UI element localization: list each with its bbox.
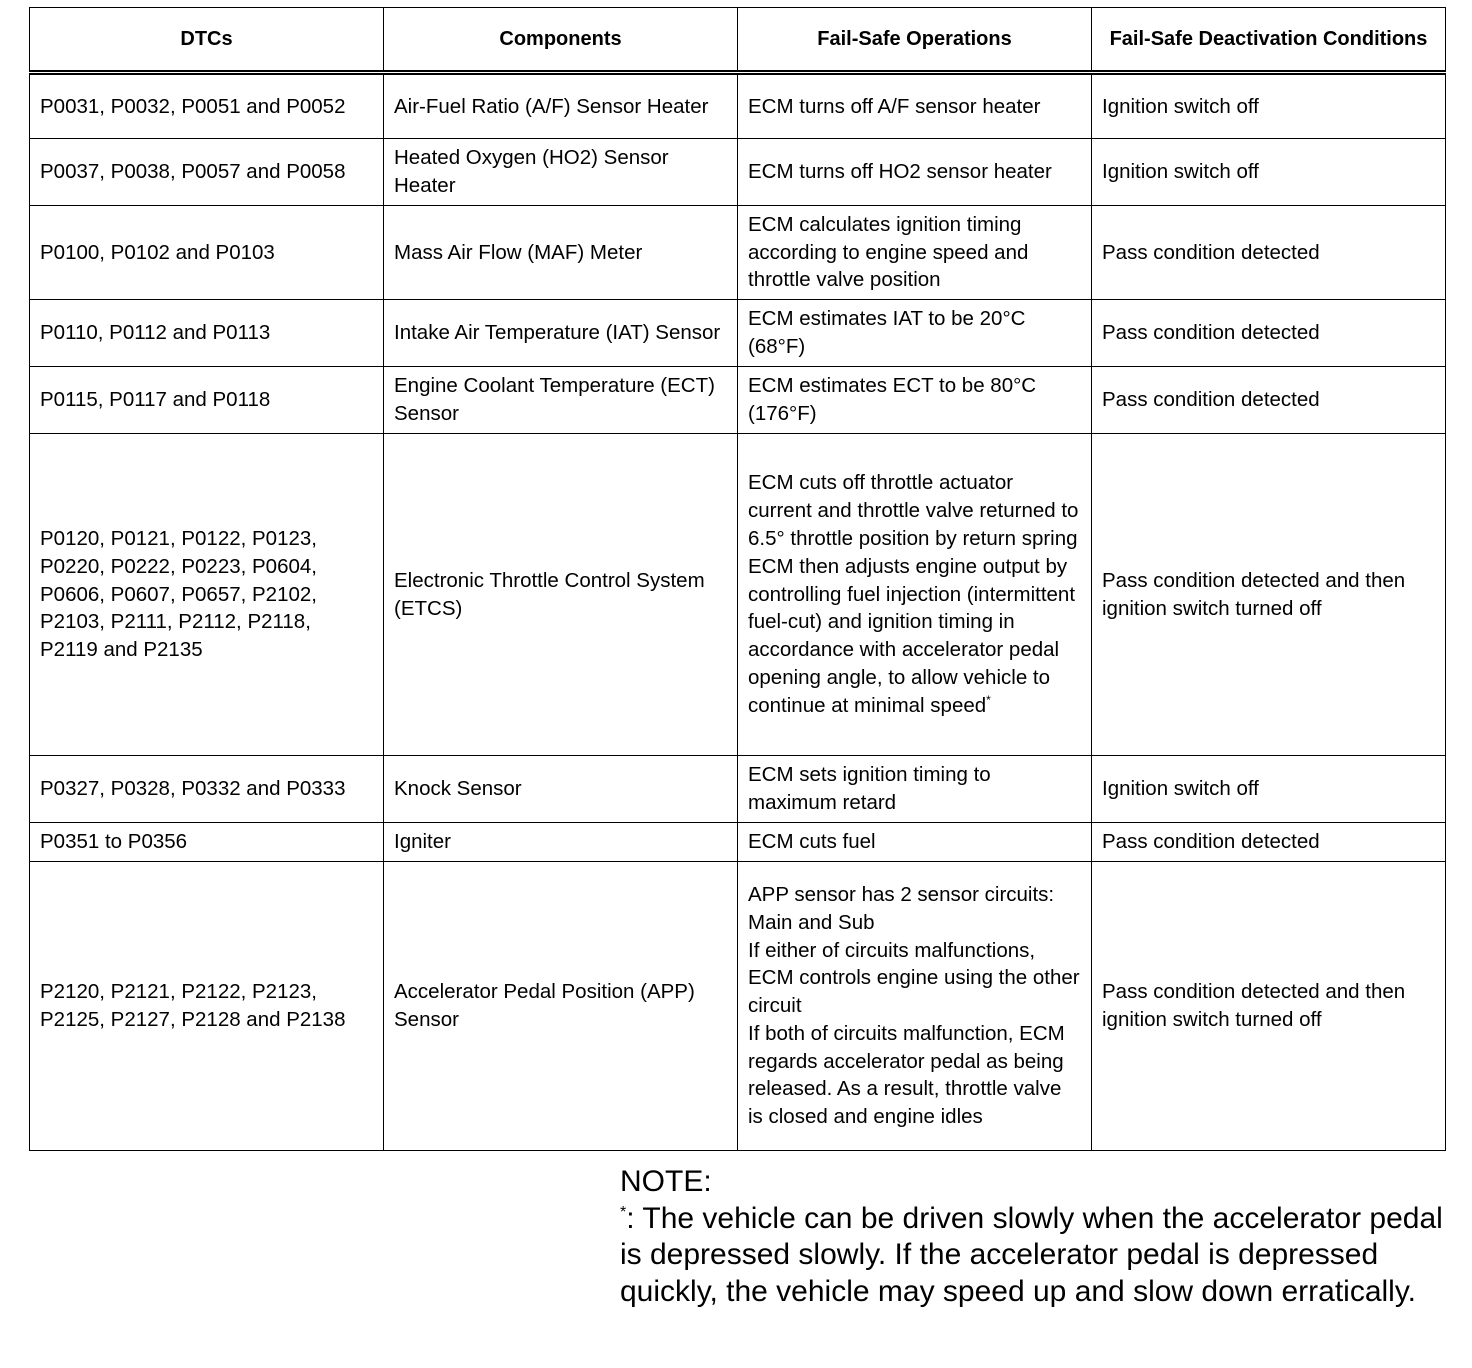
cell-operation: [738, 206, 1092, 300]
cell-dtcs-text: P0327, P0328, P0332 and P0333: [40, 777, 346, 801]
cell-dtcs: [30, 139, 384, 206]
table-row: [30, 206, 1446, 300]
cell-deactivation: [1092, 862, 1446, 1151]
cell-dtcs-text: P2120, P2121, P2122, P2123, P2125, P2127, P2128 and P2138: [40, 980, 346, 1031]
cell-dtcs: [30, 73, 384, 139]
cell-dtcs-text: P0110, P0112 and P0113: [40, 321, 271, 345]
table-row: [30, 756, 1446, 823]
cell-operation-text: ECM estimates ECT to be 80°C (176°F): [748, 374, 1037, 425]
cell-component-text: Mass Air Flow (MAF) Meter: [394, 240, 643, 264]
fail-safe-table: [29, 7, 1446, 1151]
table-body: [30, 73, 1446, 1151]
cell-component: [384, 300, 738, 367]
note-body: [620, 1201, 1460, 1311]
cell-dtcs-text: P0031, P0032, P0051 and P0052: [40, 94, 346, 118]
cell-operation: [738, 756, 1092, 823]
cell-dtcs-text: P0100, P0102 and P0103: [40, 240, 275, 264]
table-row: [30, 823, 1446, 862]
cell-deactivation: [1092, 139, 1446, 206]
cell-component: [384, 862, 738, 1151]
cell-dtcs: [30, 823, 384, 862]
cell-operation: [738, 300, 1092, 367]
cell-dtcs: [30, 756, 384, 823]
cell-component-text: Knock Sensor: [394, 777, 522, 801]
cell-operation-text: ECM then adjusts engine output by controlling fuel injection (intermittent fuel-cut) and ignition timing in accordance with accelerator pedal opening angle, to allow vehicle to continue at minimal speed: [748, 554, 1076, 717]
cell-component-text: Igniter: [394, 830, 451, 854]
cell-operation: [738, 434, 1092, 756]
cell-dtcs: [30, 300, 384, 367]
fail-safe-table-container: [29, 7, 1445, 1151]
note-mark: *: [620, 1203, 627, 1221]
cell-deactivation: [1092, 300, 1446, 367]
cell-deactivation: [1092, 434, 1446, 756]
cell-operation: [738, 862, 1092, 1151]
cell-operation-text: ECM estimates IAT to be 20°C (68°F): [748, 307, 1026, 358]
cell-operation-text: ECM cuts off throttle actuator current and throttle valve returned to 6.5° throttle position by return spring: [748, 471, 1079, 550]
cell-operation-text: ECM turns off A/F sensor heater: [748, 94, 1041, 118]
cell-deactivation: [1092, 73, 1446, 139]
cell-dtcs-text: P0351 to P0356: [40, 830, 188, 854]
cell-component: [384, 823, 738, 862]
footnote: [620, 1164, 1460, 1310]
cell-dtcs-text: P0037, P0038, P0057 and P0058: [40, 160, 346, 184]
cell-dtcs: [30, 206, 384, 300]
table-row: [30, 139, 1446, 206]
cell-component: [384, 73, 738, 139]
cell-component: [384, 367, 738, 434]
header-deactivation-conditions: Fail-Safe Deactivation Conditions: [1092, 8, 1446, 73]
cell-operation-text: ECM cuts fuel: [748, 830, 876, 854]
cell-operation-text: If either of circuits malfunctions, ECM controls engine using the other circuit: [748, 938, 1080, 1018]
cell-operation-text: ECM calculates ignition timing according to engine speed and throttle valve position: [748, 212, 1029, 292]
cell-component-text: Accelerator Pedal Position (APP) Sensor: [394, 980, 695, 1031]
cell-component: [384, 756, 738, 823]
cell-deactivation-text: Pass condition detected: [1102, 321, 1320, 345]
footnote-mark: *: [986, 692, 991, 707]
cell-deactivation-text: Ignition switch off: [1102, 94, 1259, 118]
cell-operation-text: APP sensor has 2 sensor circuits: Main and Sub: [748, 882, 1055, 934]
cell-component-text: Heated Oxygen (HO2) Sensor Heater: [394, 146, 669, 197]
cell-deactivation-text: Pass condition detected: [1102, 388, 1320, 412]
note-title: NOTE:: [620, 1165, 712, 1198]
cell-operation-text: ECM turns off HO2 sensor heater: [748, 160, 1052, 184]
cell-dtcs: [30, 862, 384, 1151]
table-row: [30, 73, 1446, 139]
cell-dtcs: [30, 367, 384, 434]
table-row: [30, 300, 1446, 367]
table-row: [30, 434, 1446, 756]
cell-deactivation-text: Pass condition detected and then ignition switch turned off: [1102, 980, 1406, 1031]
cell-component-text: Intake Air Temperature (IAT) Sensor: [394, 321, 721, 345]
cell-dtcs-text: P0115, P0117 and P0118: [40, 388, 271, 412]
note-text: : The vehicle can be driven slowly when the accelerator pedal is depressed slowly. If the accelerator pedal is depressed quickly, the vehicle may speed up and slow down erratically.: [620, 1201, 1443, 1308]
cell-deactivation-text: Ignition switch off: [1102, 160, 1259, 184]
cell-deactivation: [1092, 756, 1446, 823]
cell-component-text: Air-Fuel Ratio (A/F) Sensor Heater: [394, 94, 709, 118]
cell-deactivation-text: Pass condition detected and then ignition switch turned off: [1102, 568, 1406, 620]
cell-component-text: Engine Coolant Temperature (ECT) Sensor: [394, 374, 715, 425]
cell-deactivation: [1092, 367, 1446, 434]
cell-component: [384, 139, 738, 206]
cell-deactivation-text: Ignition switch off: [1102, 777, 1259, 801]
cell-deactivation: [1092, 206, 1446, 300]
cell-operation-text: If both of circuits malfunction, ECM regards accelerator pedal as being released. As a result, throttle valve is closed and engine idles: [748, 1021, 1065, 1129]
cell-operation: [738, 367, 1092, 434]
cell-deactivation: [1092, 823, 1446, 862]
cell-dtcs-text: P0120, P0121, P0122, P0123, P0220, P0222, P0223, P0604, P0606, P0607, P0657, P2102, P2103, P2111, P2112, P2118, P2119 and P2135: [40, 527, 317, 662]
cell-operation-text: ECM sets ignition timing to maximum retard: [748, 763, 991, 814]
table-row: [30, 367, 1446, 434]
header-fail-safe-operations: Fail-Safe Operations: [738, 8, 1092, 73]
cell-deactivation-text: Pass condition detected: [1102, 240, 1320, 264]
header-dtcs: DTCs: [30, 8, 384, 73]
cell-dtcs: [30, 434, 384, 756]
cell-component-text: Electronic Throttle Control System (ETCS): [394, 568, 705, 620]
header-components: Components: [384, 8, 738, 73]
cell-operation: [738, 73, 1092, 139]
table-header-row: [30, 8, 1446, 73]
table-row: [30, 862, 1446, 1151]
cell-component: [384, 206, 738, 300]
cell-deactivation-text: Pass condition detected: [1102, 830, 1320, 854]
cell-component: [384, 434, 738, 756]
cell-operation: [738, 823, 1092, 862]
cell-operation: [738, 139, 1092, 206]
